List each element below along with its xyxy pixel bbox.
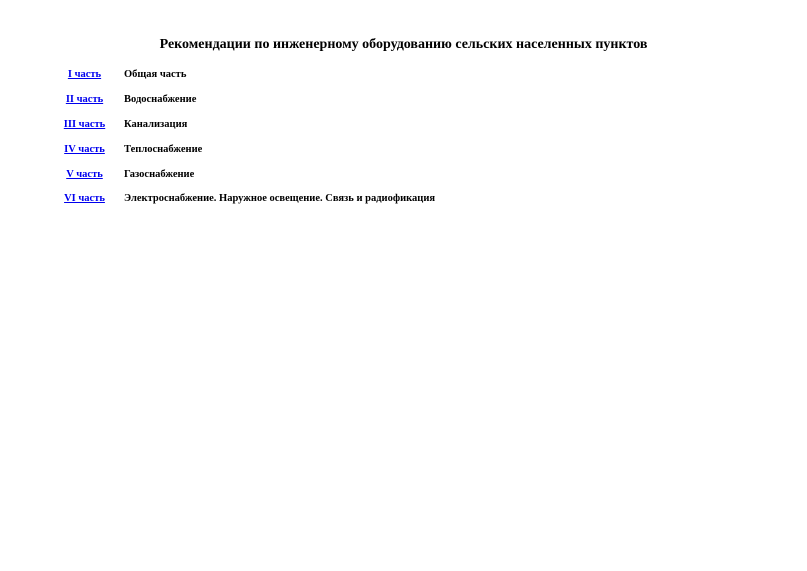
- part-4-description: Теплоснабжение: [124, 143, 203, 155]
- table-row: [55, 137, 435, 162]
- part-3-link[interactable]: III часть: [63, 118, 106, 130]
- table-row: [55, 63, 435, 88]
- table-row: [55, 88, 435, 113]
- parts-table: [55, 63, 435, 212]
- part-5-description: Газоснабжение: [124, 168, 195, 180]
- part-4-link[interactable]: IV часть: [64, 143, 105, 155]
- part-1-description: Общая часть: [124, 69, 187, 81]
- part-1-link[interactable]: I часть: [67, 69, 102, 81]
- part-6-description: Электроснабжение. Наружное освещение. Связь и радиофикация: [124, 193, 436, 205]
- table-row: [55, 113, 435, 138]
- part-5-link[interactable]: V часть: [66, 168, 103, 180]
- part-3-description: Канализация: [124, 118, 188, 130]
- part-2-description: Водоснабжение: [124, 94, 197, 106]
- page-title: Рекомендации по инженерному оборудованию сельских населенных пунктов: [159, 37, 648, 52]
- part-2-link[interactable]: II часть: [65, 94, 104, 106]
- table-row: [55, 162, 435, 187]
- table-row: [55, 187, 435, 212]
- part-6-link[interactable]: VI часть: [64, 193, 105, 205]
